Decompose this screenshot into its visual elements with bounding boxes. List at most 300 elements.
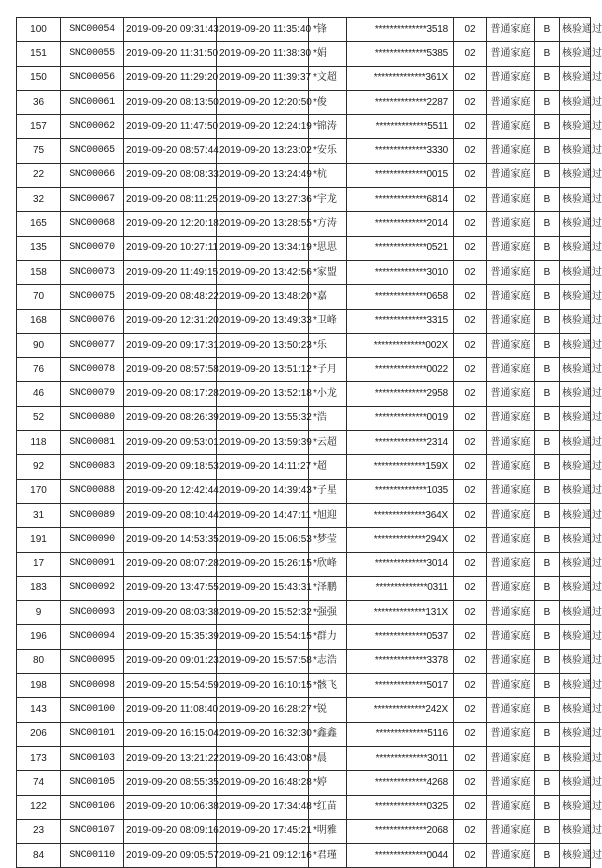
household-type-cell: 普通家庭	[487, 406, 535, 430]
seq-cell: 75	[17, 139, 61, 163]
id-number-cell: **************0521	[347, 236, 454, 260]
verification-table	[16, 17, 602, 868]
code-cell: 02	[454, 309, 487, 333]
code-cell: 02	[454, 431, 487, 455]
status-cell: 核验通过	[560, 115, 591, 139]
name-cell: *宇龙	[309, 188, 347, 212]
end-time-cell: 2019-09-20 13:42:56	[217, 260, 309, 284]
name-cell: *晨	[309, 746, 347, 770]
status-cell: 核验通过	[560, 698, 591, 722]
record-id-cell: SNC00067	[61, 188, 124, 212]
status-cell: 核验通过	[560, 552, 591, 576]
name-cell: *锦涛	[309, 115, 347, 139]
level-cell: B	[535, 431, 560, 455]
code-cell: 02	[454, 674, 487, 698]
household-type-cell: 普通家庭	[487, 90, 535, 114]
table-row	[17, 260, 591, 284]
level-cell: B	[535, 382, 560, 406]
level-cell: B	[535, 844, 560, 868]
end-time-cell: 2019-09-20 13:23:02	[217, 139, 309, 163]
record-id-cell: SNC00098	[61, 674, 124, 698]
household-type-cell: 普通家庭	[487, 698, 535, 722]
status-cell: 核验通过	[560, 18, 591, 42]
code-cell: 02	[454, 90, 487, 114]
table-row	[17, 674, 591, 698]
table-row	[17, 236, 591, 260]
name-cell: *安乐	[309, 139, 347, 163]
code-cell: 02	[454, 139, 487, 163]
name-cell: *君瑾	[309, 844, 347, 868]
end-time-cell: 2019-09-20 13:52:18	[217, 382, 309, 406]
status-cell: 核验通过	[560, 455, 591, 479]
level-cell: B	[535, 285, 560, 309]
table-row	[17, 479, 591, 503]
level-cell: B	[535, 576, 560, 600]
status-cell: 核验通过	[560, 333, 591, 357]
record-id-cell: SNC00070	[61, 236, 124, 260]
end-time-cell: 2019-09-20 11:38:30	[217, 42, 309, 66]
code-cell: 02	[454, 479, 487, 503]
level-cell: B	[535, 139, 560, 163]
level-cell: B	[535, 674, 560, 698]
start-time-cell: 2019-09-20 08:17:28	[124, 382, 217, 406]
record-id-cell: SNC00079	[61, 382, 124, 406]
start-time-cell: 2019-09-20 08:57:44	[124, 139, 217, 163]
status-cell: 核验通过	[560, 90, 591, 114]
record-id-cell: SNC00095	[61, 649, 124, 673]
code-cell: 02	[454, 236, 487, 260]
household-type-cell: 普通家庭	[487, 844, 535, 868]
household-type-cell: 普通家庭	[487, 528, 535, 552]
end-time-cell: 2019-09-20 15:43:31	[217, 576, 309, 600]
household-type-cell: 普通家庭	[487, 309, 535, 333]
table-row	[17, 649, 591, 673]
end-time-cell: 2019-09-20 17:34:48	[217, 795, 309, 819]
start-time-cell: 2019-09-20 14:53:35	[124, 528, 217, 552]
id-number-cell: **************5385	[347, 42, 454, 66]
level-cell: B	[535, 528, 560, 552]
start-time-cell: 2019-09-20 13:47:55	[124, 576, 217, 600]
table-row	[17, 18, 591, 42]
end-time-cell: 2019-09-20 12:20:50	[217, 90, 309, 114]
table-row	[17, 431, 591, 455]
level-cell: B	[535, 309, 560, 333]
status-cell: 核验通过	[560, 722, 591, 746]
code-cell: 02	[454, 42, 487, 66]
level-cell: B	[535, 649, 560, 673]
record-id-cell: SNC00056	[61, 66, 124, 90]
status-cell: 核验通过	[560, 576, 591, 600]
status-cell: 核验通过	[560, 649, 591, 673]
table-row	[17, 528, 591, 552]
household-type-cell: 普通家庭	[487, 260, 535, 284]
code-cell: 02	[454, 844, 487, 868]
end-time-cell: 2019-09-20 13:28:55	[217, 212, 309, 236]
record-id-cell: SNC00081	[61, 431, 124, 455]
record-id-cell: SNC00106	[61, 795, 124, 819]
household-type-cell: 普通家庭	[487, 139, 535, 163]
start-time-cell: 2019-09-20 08:08:33	[124, 163, 217, 187]
code-cell: 02	[454, 260, 487, 284]
record-id-cell: SNC00089	[61, 503, 124, 527]
record-id-cell: SNC00088	[61, 479, 124, 503]
code-cell: 02	[454, 601, 487, 625]
code-cell: 02	[454, 552, 487, 576]
household-type-cell: 普通家庭	[487, 674, 535, 698]
id-number-cell: **************0537	[347, 625, 454, 649]
record-id-cell: SNC00093	[61, 601, 124, 625]
record-id-cell: SNC00055	[61, 42, 124, 66]
id-number-cell: **************0019	[347, 406, 454, 430]
name-cell: *娟	[309, 42, 347, 66]
end-time-cell: 2019-09-20 15:54:15	[217, 625, 309, 649]
seq-cell: 22	[17, 163, 61, 187]
id-number-cell: **************2287	[347, 90, 454, 114]
code-cell: 02	[454, 625, 487, 649]
name-cell: *志浩	[309, 649, 347, 673]
status-cell: 核验通过	[560, 819, 591, 843]
table-row	[17, 163, 591, 187]
seq-cell: 9	[17, 601, 61, 625]
name-cell: *杭	[309, 163, 347, 187]
start-time-cell: 2019-09-20 15:35:39	[124, 625, 217, 649]
record-id-cell: SNC00078	[61, 358, 124, 382]
id-number-cell: **************3010	[347, 260, 454, 284]
id-number-cell: **************5017	[347, 674, 454, 698]
level-cell: B	[535, 698, 560, 722]
end-time-cell: 2019-09-20 16:10:15	[217, 674, 309, 698]
id-number-cell: **************0658	[347, 285, 454, 309]
table-row	[17, 601, 591, 625]
table-row	[17, 358, 591, 382]
level-cell: B	[535, 212, 560, 236]
status-cell: 核验通过	[560, 431, 591, 455]
name-cell: *旭迎	[309, 503, 347, 527]
name-cell: *欣峰	[309, 552, 347, 576]
end-time-cell: 2019-09-20 15:52:32	[217, 601, 309, 625]
end-time-cell: 2019-09-20 13:24:49	[217, 163, 309, 187]
level-cell: B	[535, 722, 560, 746]
record-id-cell: SNC00080	[61, 406, 124, 430]
id-number-cell: **************4268	[347, 771, 454, 795]
end-time-cell: 2019-09-20 13:48:20	[217, 285, 309, 309]
seq-cell: 31	[17, 503, 61, 527]
id-number-cell: **************6814	[347, 188, 454, 212]
level-cell: B	[535, 503, 560, 527]
status-cell: 核验通过	[560, 479, 591, 503]
end-time-cell: 2019-09-20 13:59:39	[217, 431, 309, 455]
status-cell: 核验通过	[560, 139, 591, 163]
start-time-cell: 2019-09-20 09:17:31	[124, 333, 217, 357]
record-id-cell: SNC00101	[61, 722, 124, 746]
start-time-cell: 2019-09-20 08:03:38	[124, 601, 217, 625]
level-cell: B	[535, 552, 560, 576]
household-type-cell: 普通家庭	[487, 649, 535, 673]
table-row	[17, 722, 591, 746]
name-cell: *浩	[309, 406, 347, 430]
code-cell: 02	[454, 406, 487, 430]
household-type-cell: 普通家庭	[487, 285, 535, 309]
code-cell: 02	[454, 576, 487, 600]
status-cell: 核验通过	[560, 528, 591, 552]
name-cell: *泽鹏	[309, 576, 347, 600]
code-cell: 02	[454, 746, 487, 770]
level-cell: B	[535, 66, 560, 90]
end-time-cell: 2019-09-20 13:27:36	[217, 188, 309, 212]
name-cell: *文超	[309, 66, 347, 90]
record-id-cell: SNC00062	[61, 115, 124, 139]
level-cell: B	[535, 358, 560, 382]
name-cell: *锋	[309, 18, 347, 42]
start-time-cell: 2019-09-20 08:55:35	[124, 771, 217, 795]
household-type-cell: 普通家庭	[487, 115, 535, 139]
table-row	[17, 42, 591, 66]
start-time-cell: 2019-09-20 09:05:57	[124, 844, 217, 868]
start-time-cell: 2019-09-20 09:53:01	[124, 431, 217, 455]
start-time-cell: 2019-09-20 10:06:38	[124, 795, 217, 819]
record-id-cell: SNC00107	[61, 819, 124, 843]
start-time-cell: 2019-09-20 12:42:44	[124, 479, 217, 503]
level-cell: B	[535, 406, 560, 430]
code-cell: 02	[454, 212, 487, 236]
level-cell: B	[535, 455, 560, 479]
status-cell: 核验通过	[560, 285, 591, 309]
seq-cell: 90	[17, 333, 61, 357]
level-cell: B	[535, 333, 560, 357]
id-number-cell: **************0015	[347, 163, 454, 187]
record-id-cell: SNC00105	[61, 771, 124, 795]
household-type-cell: 普通家庭	[487, 795, 535, 819]
seq-cell: 157	[17, 115, 61, 139]
start-time-cell: 2019-09-20 09:01:23	[124, 649, 217, 673]
name-cell: *子星	[309, 479, 347, 503]
start-time-cell: 2019-09-20 15:54:59	[124, 674, 217, 698]
name-cell: *小龙	[309, 382, 347, 406]
end-time-cell: 2019-09-20 15:06:53	[217, 528, 309, 552]
status-cell: 核验通过	[560, 309, 591, 333]
end-time-cell: 2019-09-20 17:45:21	[217, 819, 309, 843]
seq-cell: 135	[17, 236, 61, 260]
household-type-cell: 普通家庭	[487, 552, 535, 576]
end-time-cell: 2019-09-21 09:12:16	[217, 844, 309, 868]
status-cell: 核验通过	[560, 406, 591, 430]
table-row	[17, 576, 591, 600]
name-cell: *卫峰	[309, 309, 347, 333]
code-cell: 02	[454, 382, 487, 406]
start-time-cell: 2019-09-20 12:31:20	[124, 309, 217, 333]
level-cell: B	[535, 795, 560, 819]
table-body	[17, 18, 602, 868]
level-cell: B	[535, 90, 560, 114]
code-cell: 02	[454, 188, 487, 212]
name-cell: *方涛	[309, 212, 347, 236]
start-time-cell: 2019-09-20 11:29:20	[124, 66, 217, 90]
status-cell: 核验通过	[560, 42, 591, 66]
level-cell: B	[535, 771, 560, 795]
code-cell: 02	[454, 115, 487, 139]
name-cell: *嘉	[309, 285, 347, 309]
household-type-cell: 普通家庭	[487, 746, 535, 770]
table-row	[17, 406, 591, 430]
name-cell: *锐	[309, 698, 347, 722]
household-type-cell: 普通家庭	[487, 163, 535, 187]
id-number-cell: **************3014	[347, 552, 454, 576]
table-row	[17, 844, 591, 868]
id-number-cell: **************2068	[347, 819, 454, 843]
seq-cell: 70	[17, 285, 61, 309]
code-cell: 02	[454, 698, 487, 722]
table-row	[17, 455, 591, 479]
end-time-cell: 2019-09-20 13:55:32	[217, 406, 309, 430]
status-cell: 核验通过	[560, 382, 591, 406]
id-number-cell: **************0311	[347, 576, 454, 600]
start-time-cell: 2019-09-20 08:57:58	[124, 358, 217, 382]
id-number-cell: **************002X	[347, 333, 454, 357]
record-id-cell: SNC00061	[61, 90, 124, 114]
id-number-cell: **************131X	[347, 601, 454, 625]
table-row	[17, 771, 591, 795]
id-number-cell: **************0325	[347, 795, 454, 819]
code-cell: 02	[454, 503, 487, 527]
start-time-cell: 2019-09-20 08:11:25	[124, 188, 217, 212]
code-cell: 02	[454, 18, 487, 42]
status-cell: 核验通过	[560, 163, 591, 187]
end-time-cell: 2019-09-20 16:28:27	[217, 698, 309, 722]
end-time-cell: 2019-09-20 11:39:37	[217, 66, 309, 90]
table-row	[17, 90, 591, 114]
status-cell: 核验通过	[560, 625, 591, 649]
table-row	[17, 698, 591, 722]
code-cell: 02	[454, 722, 487, 746]
name-cell: *群力	[309, 625, 347, 649]
id-number-cell: **************2958	[347, 382, 454, 406]
level-cell: B	[535, 625, 560, 649]
end-time-cell: 2019-09-20 13:51:12	[217, 358, 309, 382]
name-cell: *家盟	[309, 260, 347, 284]
record-id-cell: SNC00075	[61, 285, 124, 309]
record-id-cell: SNC00077	[61, 333, 124, 357]
status-cell: 核验通过	[560, 844, 591, 868]
seq-cell: 23	[17, 819, 61, 843]
start-time-cell: 2019-09-20 08:48:22	[124, 285, 217, 309]
level-cell: B	[535, 601, 560, 625]
seq-cell: 158	[17, 260, 61, 284]
table-row	[17, 66, 591, 90]
household-type-cell: 普通家庭	[487, 771, 535, 795]
household-type-cell: 普通家庭	[487, 576, 535, 600]
status-cell: 核验通过	[560, 771, 591, 795]
code-cell: 02	[454, 455, 487, 479]
table-row	[17, 503, 591, 527]
seq-cell: 198	[17, 674, 61, 698]
level-cell: B	[535, 188, 560, 212]
seq-cell: 74	[17, 771, 61, 795]
household-type-cell: 普通家庭	[487, 455, 535, 479]
id-number-cell: **************5511	[347, 115, 454, 139]
end-time-cell: 2019-09-20 13:50:23	[217, 333, 309, 357]
id-number-cell: **************3011	[347, 746, 454, 770]
seq-cell: 46	[17, 382, 61, 406]
name-cell: *子月	[309, 358, 347, 382]
seq-cell: 191	[17, 528, 61, 552]
code-cell: 02	[454, 285, 487, 309]
seq-cell: 76	[17, 358, 61, 382]
table-row	[17, 382, 591, 406]
record-id-cell: SNC00054	[61, 18, 124, 42]
household-type-cell: 普通家庭	[487, 18, 535, 42]
household-type-cell: 普通家庭	[487, 431, 535, 455]
code-cell: 02	[454, 649, 487, 673]
record-id-cell: SNC00091	[61, 552, 124, 576]
seq-cell: 122	[17, 795, 61, 819]
seq-cell: 118	[17, 431, 61, 455]
end-time-cell: 2019-09-20 15:57:58	[217, 649, 309, 673]
start-time-cell: 2019-09-20 10:27:11	[124, 236, 217, 260]
id-number-cell: **************0044	[347, 844, 454, 868]
record-id-cell: SNC00076	[61, 309, 124, 333]
start-time-cell: 2019-09-20 13:21:22	[124, 746, 217, 770]
start-time-cell: 2019-09-20 08:26:39	[124, 406, 217, 430]
level-cell: B	[535, 163, 560, 187]
id-number-cell: **************2314	[347, 431, 454, 455]
code-cell: 02	[454, 528, 487, 552]
start-time-cell: 2019-09-20 11:47:50	[124, 115, 217, 139]
record-id-cell: SNC00094	[61, 625, 124, 649]
id-number-cell: **************2014	[347, 212, 454, 236]
id-number-cell: **************3378	[347, 649, 454, 673]
household-type-cell: 普通家庭	[487, 722, 535, 746]
id-number-cell: **************5116	[347, 722, 454, 746]
seq-cell: 36	[17, 90, 61, 114]
name-cell: *乐	[309, 333, 347, 357]
status-cell: 核验通过	[560, 795, 591, 819]
household-type-cell: 普通家庭	[487, 333, 535, 357]
record-id-cell: SNC00100	[61, 698, 124, 722]
name-cell: *鑫鑫	[309, 722, 347, 746]
start-time-cell: 2019-09-20 08:09:16	[124, 819, 217, 843]
start-time-cell: 2019-09-20 11:49:15	[124, 260, 217, 284]
name-cell: *超	[309, 455, 347, 479]
record-id-cell: SNC00073	[61, 260, 124, 284]
start-time-cell: 2019-09-20 09:18:53	[124, 455, 217, 479]
household-type-cell: 普通家庭	[487, 479, 535, 503]
seq-cell: 170	[17, 479, 61, 503]
household-type-cell: 普通家庭	[487, 188, 535, 212]
household-type-cell: 普通家庭	[487, 66, 535, 90]
name-cell: *思思	[309, 236, 347, 260]
household-type-cell: 普通家庭	[487, 42, 535, 66]
start-time-cell: 2019-09-20 12:20:18	[124, 212, 217, 236]
household-type-cell: 普通家庭	[487, 212, 535, 236]
record-id-cell: SNC00068	[61, 212, 124, 236]
id-number-cell: **************3315	[347, 309, 454, 333]
level-cell: B	[535, 236, 560, 260]
end-time-cell: 2019-09-20 14:47:11	[217, 503, 309, 527]
seq-cell: 196	[17, 625, 61, 649]
start-time-cell: 2019-09-20 08:13:50	[124, 90, 217, 114]
table-row	[17, 309, 591, 333]
seq-cell: 206	[17, 722, 61, 746]
table-row	[17, 819, 591, 843]
level-cell: B	[535, 18, 560, 42]
name-cell: *梦莹	[309, 528, 347, 552]
status-cell: 核验通过	[560, 188, 591, 212]
end-time-cell: 2019-09-20 14:39:43	[217, 479, 309, 503]
household-type-cell: 普通家庭	[487, 601, 535, 625]
status-cell: 核验通过	[560, 674, 591, 698]
level-cell: B	[535, 746, 560, 770]
end-time-cell: 2019-09-20 16:43:08	[217, 746, 309, 770]
